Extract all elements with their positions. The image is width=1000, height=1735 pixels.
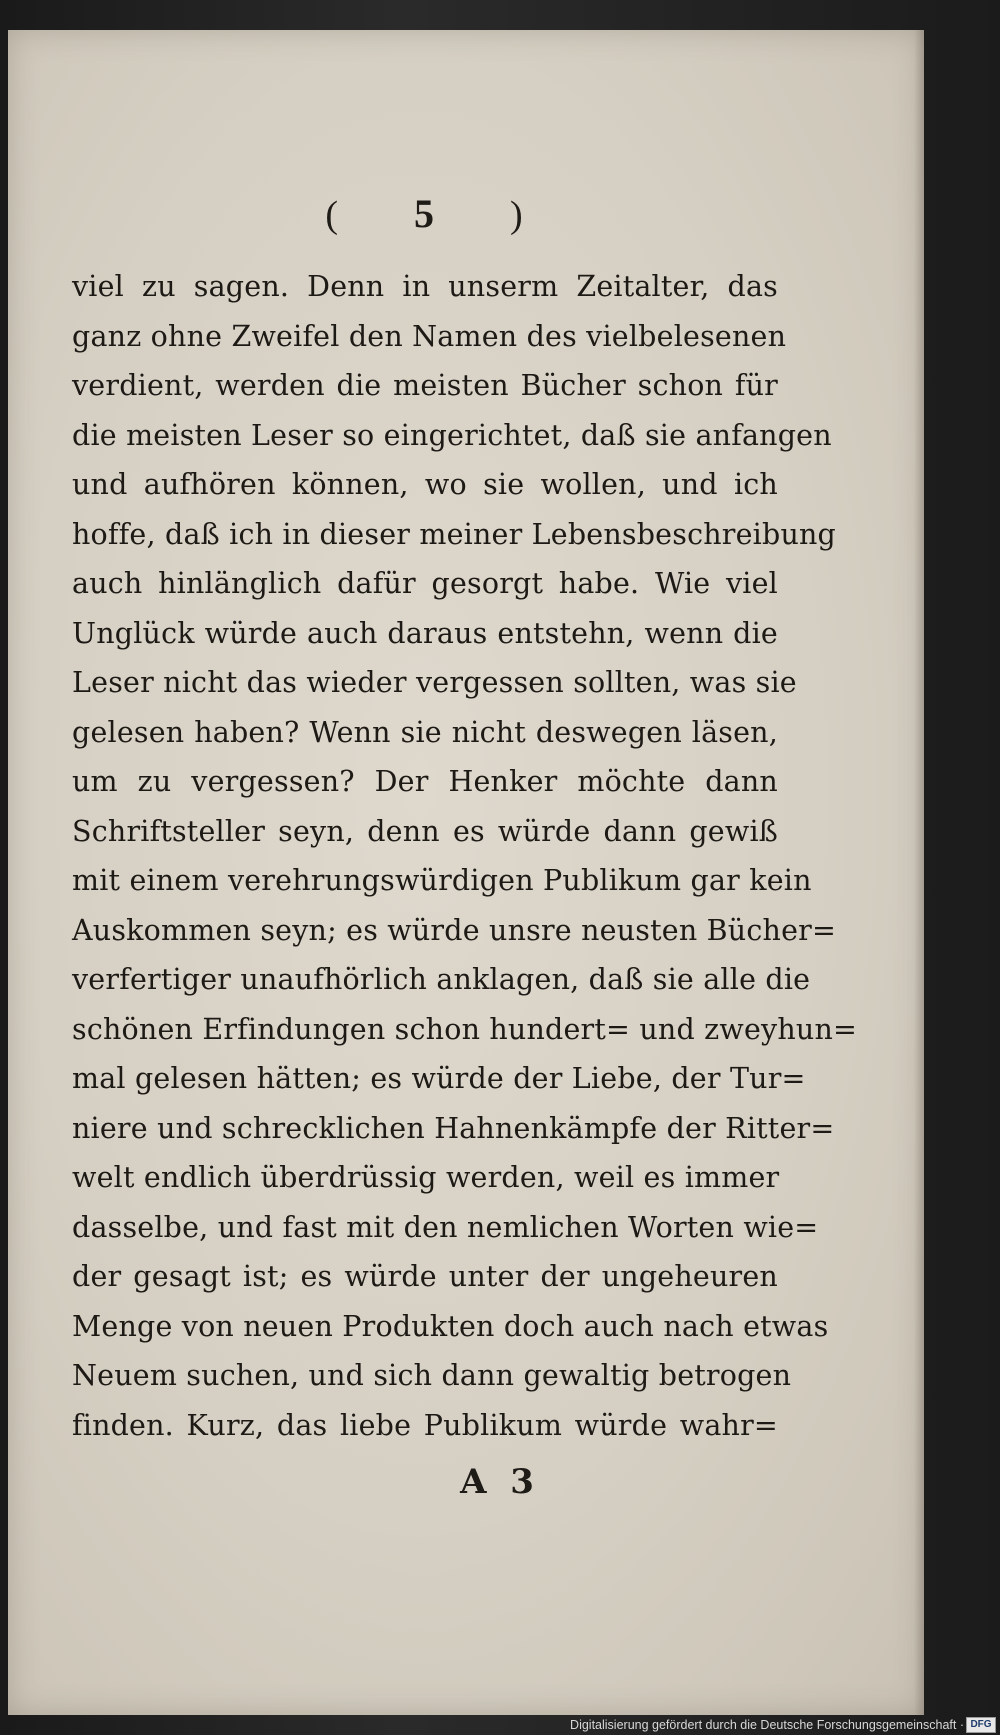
text-line: Schriftsteller seyn, denn es würde dann gewiß bbox=[72, 814, 778, 848]
header-right-paren: ) bbox=[510, 194, 525, 236]
dfg-logo: DFG bbox=[966, 1717, 996, 1733]
text-line: die meisten Leser so eingerichtet, daß sie anfangen bbox=[72, 418, 832, 452]
text-line: Leser nicht das wieder vergessen sollten, was sie bbox=[72, 666, 797, 699]
text-line: und aufhören können, wo sie wollen, und ich bbox=[72, 468, 778, 501]
text-line: der gesagt ist; es würde unter der ungeheuren bbox=[72, 1260, 778, 1293]
text-line: ganz ohne Zweifel den Namen des vielbelesenen bbox=[72, 319, 787, 353]
header-left-paren: ( bbox=[325, 194, 340, 236]
text-line: auch hinlänglich dafür gesorgt habe. Wie viel bbox=[72, 567, 778, 600]
text-line: Unglück würde auch daraus entstehn, wenn die bbox=[72, 616, 778, 650]
signature-mark: A 3 bbox=[460, 1462, 540, 1502]
text-line: verdient, werden die meisten Bücher schon für bbox=[72, 369, 778, 402]
text-line: mal gelesen hätten; es würde der Liebe, der Tur= bbox=[72, 1062, 806, 1095]
running-head bbox=[0, 190, 850, 237]
page-number: 5 bbox=[414, 191, 436, 236]
text-line: welt endlich überdrüssig werden, weil es immer bbox=[72, 1161, 780, 1194]
text-line: mit einem verehrungswürdigen Publikum gar kein bbox=[72, 864, 812, 897]
text-line: gelesen haben? Wenn sie nicht deswegen läsen, bbox=[72, 715, 778, 749]
text-line: schönen Erfindungen schon hundert= und zweyhun= bbox=[72, 1012, 858, 1046]
body-text bbox=[72, 262, 858, 1450]
digitization-credit: Digitalisierung gefördert durch die Deutsche Forschungsgemeinschaft · bbox=[570, 1718, 964, 1732]
text-line: verfertiger unaufhörlich anklagen, daß sie alle die bbox=[72, 963, 811, 996]
text-line: Menge von neuen Produkten doch auch nach etwas bbox=[72, 1309, 829, 1343]
text-line: finden. Kurz, das liebe Publikum würde wahr= bbox=[72, 1408, 778, 1442]
text-line: um zu vergessen? Der Henker möchte dann bbox=[72, 765, 778, 798]
text-line: Auskommen seyn; es würde unsre neusten Bücher= bbox=[72, 913, 837, 947]
text-line: viel zu sagen. Denn in unserm Zeitalter, das bbox=[72, 270, 778, 303]
text-line: dasselbe, und fast mit den nemlichen Worten wie= bbox=[72, 1210, 819, 1244]
text-line: Neuem suchen, und sich dann gewaltig betrogen bbox=[72, 1359, 792, 1392]
text-line: hoffe, daß ich in dieser meiner Lebensbeschreibung bbox=[72, 517, 836, 551]
text-line: niere und schrecklichen Hahnenkämpfe der Ritter= bbox=[72, 1111, 835, 1145]
